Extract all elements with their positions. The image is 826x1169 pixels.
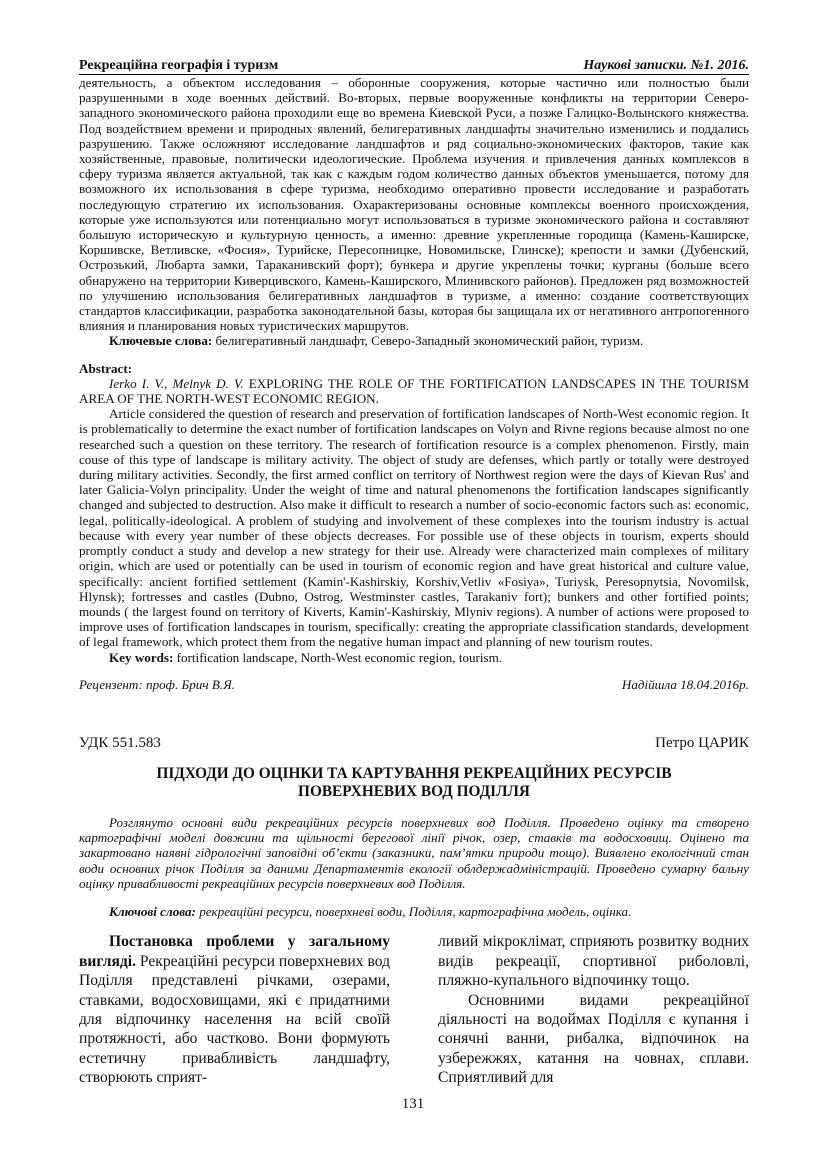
journal-issue: Наукові записки. №1. 2016. (583, 58, 749, 73)
journal-section-title: Рекреаційна географія і туризм (79, 58, 279, 73)
udk-code: УДК 551.583 (79, 734, 161, 751)
reviewer: Рецензент: проф. Брич В.Я. (79, 676, 235, 692)
keywords-label: Ключевые слова: (109, 333, 213, 349)
review-info (79, 677, 749, 692)
keywords-label: Key words: (109, 649, 174, 665)
journal-page (79, 58, 749, 1088)
previous-abstract-ru: деятельность, а объектом исследования – оборонные сооружения, которые частично или полностью были разрушенными в ходе военных действий. Во-вторых, первые вооруженные конфликты на территории Северо-западного экономического района проходили еще во времена Киевской Руси, а позже Галицко-Волынского княжества. Под воздействием времени и природных явлений, белигеративных ландшафты значительно изменились и поддались разрушению. Также осложняют исследование ландшафтов и ряд социально-экономических факторов, такие как хозяйственные, правовые, политически идеологические. Проблема изучения и привлечения данных комплексов в сферу туризма является актуальной, так как с каждым годом количество данных объектов уменьшается, потому для возможного их использования в сфере туризма, необходимо оперативно провести исследование и разработать последующую стратегию их использования. Охарактеризованы основные комплексы военного происхождения, которые уже используются или потенциально могут использоваться в туризме экономического района и составляют большую историческую и культурную ценность, а именно: древние укрепленные городища (Камень-Каширске, Коршивске, Ветливске, «Фосия», Турийске, Пересопницке, Новомильске, Глинске); крепости и замки (Дубенский, Острозький, Любарта замки, Тараканивский форт); бункера и другие укреплены точки; курганы (больше всего обнаружено на территории Киверцивского, Камень-Каширского, Млинивского районов). Предложен ряд возможностей по улучшению использования белигеративных ландшафтов в туризме, а именно: создание соответствующих стандартов классификации, разработка законодательной базы, которая бы защищала их от негативного антропогенного влияния и планирования новых туристических маршрутов. (79, 75, 749, 334)
article-abstract: Розглянуто основні види рекреаційних ресурсів поверхневих вод Поділля. Проведено оцінку та створено картографічні моделі довжини та щільності берегової лінії річок, озер, ставків та водосховищ. Оцінено та закартовано наявні гідрологічні заповідні об’єкти (заказники, пам’ятки природи тощо). Виявлено екологічний стан води основних річок Поділля за даними Департаментів екології облдержадміністрацій. Проведено сумарну бальну оцінку привабливості рекреаційних ресурсів поверхневих вод Поділля. (79, 814, 749, 891)
previous-keywords-ru (79, 333, 749, 348)
running-header (79, 58, 749, 75)
article-meta-row (79, 734, 749, 752)
page-number: 131 (401, 1096, 425, 1112)
keywords-text: fortification landscape, North-West economic region, tourism. (173, 649, 503, 665)
abstract-heading: Abstract: (79, 360, 133, 376)
abstract-authors: Ierko I. V., Melnyk D. V. (109, 375, 244, 391)
article-title-line-1: ПІДХОДИ ДО ОЦІНКИ ТА КАРТУВАННЯ РЕКРЕАЦІЙНИХ РЕСУРСІВ (156, 764, 672, 782)
keywords-label: Ключові слова: (109, 904, 196, 920)
body-paragraph: Основними видами рекреаційної діяльності на водоймах Поділля є купання і сонячні ванни, рибалка, відпочинок на узбережжях, катання на човнах, сплави. Сприятливий для (438, 991, 749, 1087)
body-column-left (79, 932, 390, 1087)
received-date: Надійшла 18.04.2016р. (621, 676, 749, 692)
keywords-text: рекреаційні ресурси, поверхневі води, Поділля, картографічна модель, оцінка. (195, 904, 632, 920)
body-paragraph (79, 932, 390, 1087)
article-title (79, 765, 749, 801)
article-keywords (79, 904, 749, 919)
body-paragraph: ливий мікроклімат, сприяють розвитку водних видів рекреації, спортивної риболовлі, пляжно-купального відпочинку тощо. (438, 933, 749, 990)
section-heading: Постановка проблеми у загальному вигляді. (79, 933, 390, 970)
article-body-columns (79, 932, 749, 1087)
abstract-en-keywords (79, 650, 749, 665)
abstract-paper-title: EXPLORING THE ROLE OF THE FORTIFICATION LANDSCAPES IN THE TOURISM AREA OF THE NORTH-WEST ECONOMIC REGION. (79, 375, 749, 407)
article-author: Петро ЦАРИК (655, 734, 749, 751)
keywords-text: белигеративный ландшафт, Северо-Западный экономический район, туризм. (212, 333, 644, 349)
abstract-en-body: Article considered the question of research and preservation of fortification landscapes of North-West economic region. It is problematically to determine the exact number of fortification landscapes on Volyn and Rivne regions because almost no one researched such a question on these territory. The research of fortification resource is a complex phenomenon. Firstly, main couse of this type of landscape is military activity. The object of study are defenses, which partly or totally were destroyed during military activities. Secondly, the first armed conflict on territory of Northwest region were the days of Kievan Rus' and later Galicia-Volyn principality. Under the weight of time and natural phenomenons the fortification landscapes significantly changed and subjected to destruction. Also make it difficult to research a number of socio-economic factors such as: economic, legal, politically-ideological. A problem of studying and involvement of these complexes into the tourism industry is actual because with every year number of these objects decreases. For possible use of these objects in tourism, experts should promptly conduct a study and develop a new strategy for their use. Already were characterized main complexes of military origin, which are used or potentially can be used in tourism of economic region and have great historical and culture value, specifically: ancient fortified settlement (Kamin'-Kashirskiy, Korshiv,Vetliv «Fosiya», Turiysk, Peresopnytsia, Novomilsk, Hlynsk); fortresses and castles (Dubno, Ostrog, Westminster castles, Tarakaniv fort); bunkers and other fortified points; mounds ( the largest found on territory of Kiverts, Kamin'-Kashirskiy, Mlyniv regions). A number of actions were proposed to improve uses of fortification landscapes in tourism, specifically: creating the appropriate classification standards, development of legal framework, which protect them from the negative human impact and planning of new tourism routes. (79, 406, 749, 650)
body-column-right (438, 932, 749, 1087)
body-text: Рекреаційні ресурси поверхневих вод Поділля представлені річками, озерами, ставками, водосховищами, які є придатними для відпочинку населення на всій своїй протяжності, або частково. Вони формують естетичну привабливість ландшафту, створюють сприят- (79, 952, 391, 1087)
abstract-en-title (79, 376, 749, 406)
article-title-line-2: ПОВЕРХНЕВИХ ВОД ПОДІЛЛЯ (298, 782, 530, 800)
